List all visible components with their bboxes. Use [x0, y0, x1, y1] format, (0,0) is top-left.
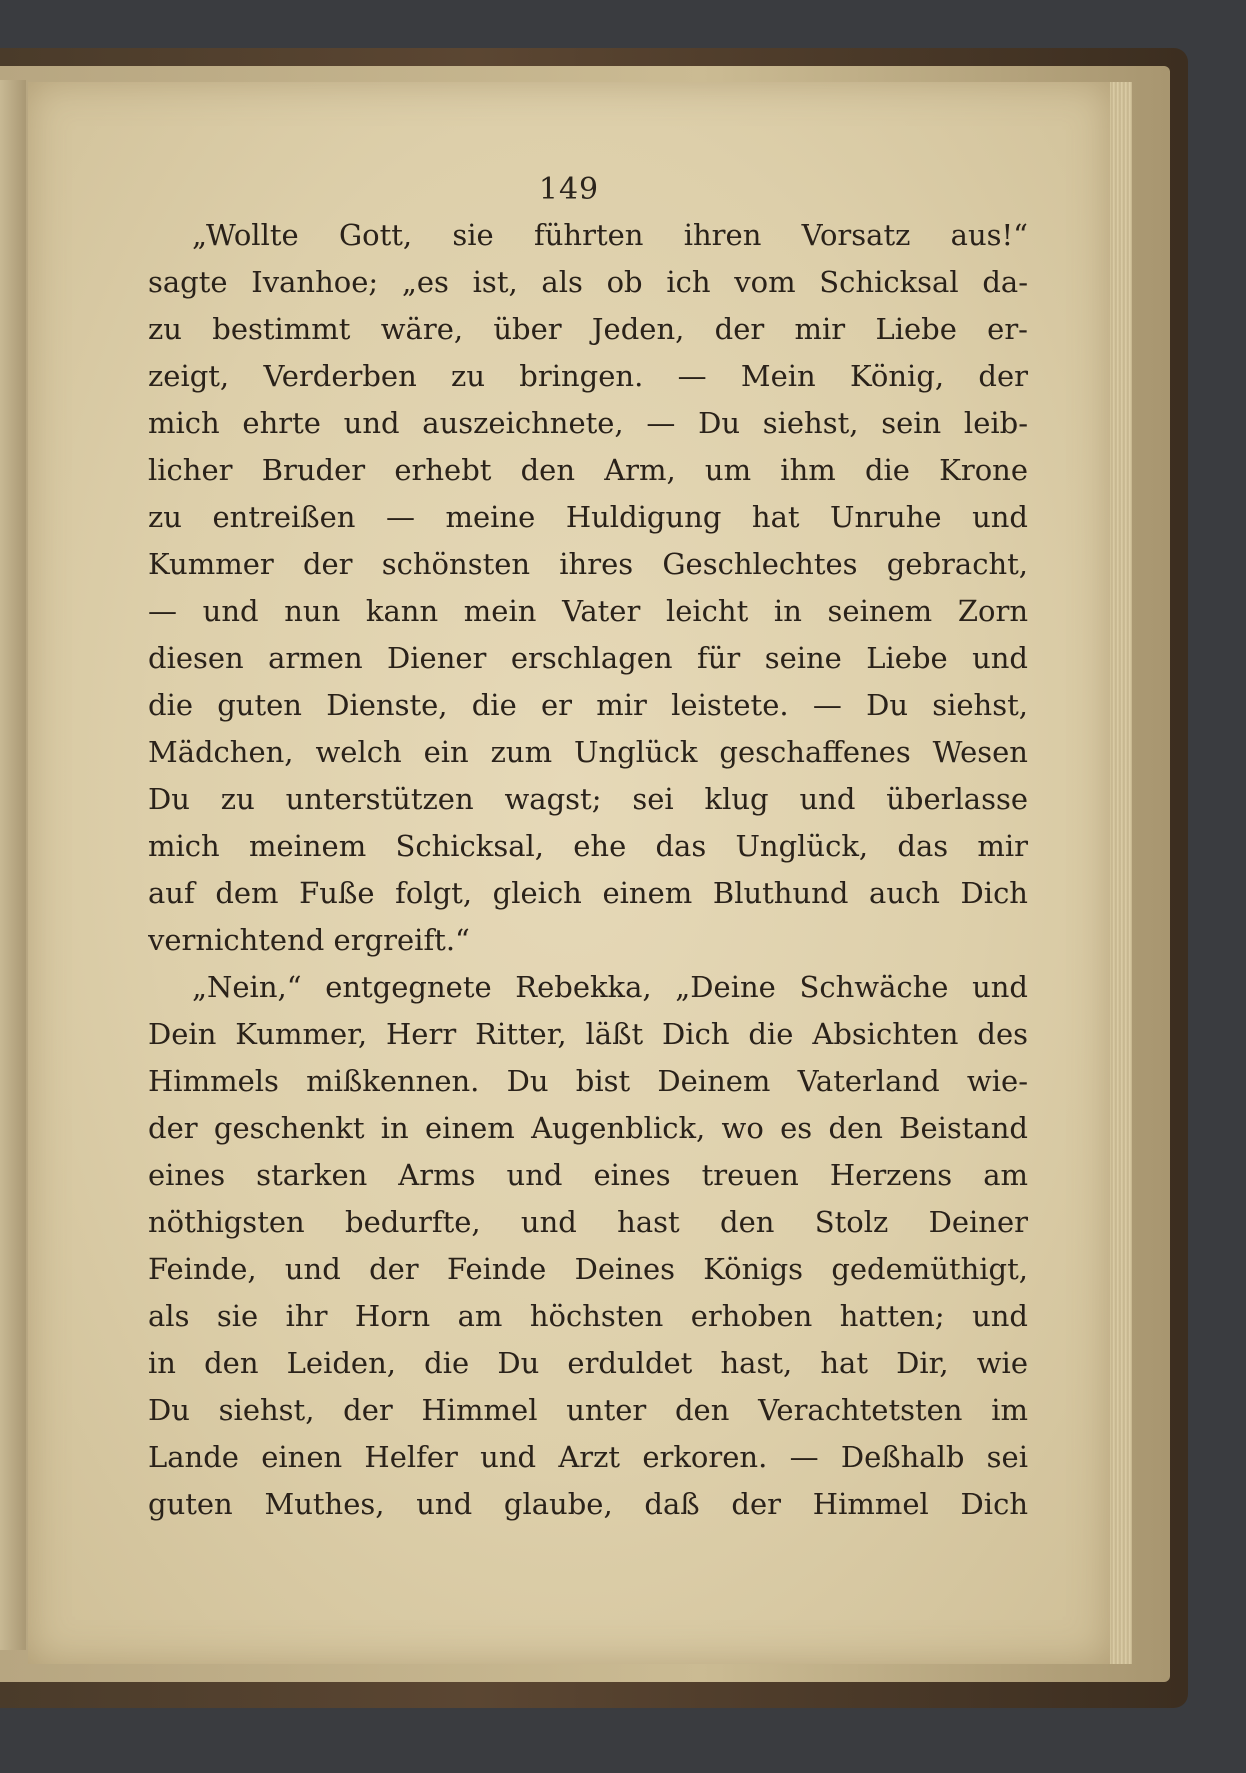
text-line: Kummer der schönsten ihres Geschlechtes gebracht,: [148, 547, 1028, 581]
text-line: mich ehrte und auszeichnete, — Du siehst, sein leib-: [148, 406, 1028, 440]
page-text: [148, 212, 1028, 1528]
text-line: Lande einen Helfer und Arzt erkoren. — Deßhalb sei: [148, 1440, 1028, 1474]
text-line: „Wollte Gott, sie führten ihren Vorsatz aus!“: [192, 218, 1028, 252]
text-line: nöthigsten bedurfte, und hast den Stolz Deiner: [148, 1205, 1028, 1239]
text-line: diesen armen Diener erschlagen für seine Liebe und: [148, 641, 1028, 675]
text-line: Du siehst, der Himmel unter den Verachtetsten im: [148, 1393, 1028, 1427]
text-line: auf dem Fuße folgt, gleich einem Bluthund auch Dich: [148, 876, 1028, 910]
text-line: in den Leiden, die Du erduldet hast, hat Dir, wie: [148, 1346, 1028, 1380]
text-line: — und nun kann mein Vater leicht in seinem Zorn: [148, 594, 1028, 628]
text-line: Feinde, und der Feinde Deines Königs gedemüthigt,: [148, 1252, 1028, 1286]
text-line: Dein Kummer, Herr Ritter, läßt Dich die Absichten des: [148, 1017, 1028, 1051]
text-line: vernichtend ergreift.“: [148, 923, 470, 957]
text-line: der geschenkt in einem Augenblick, wo es den Beistand: [148, 1111, 1028, 1145]
text-line: Mädchen, welch ein zum Unglück geschaffenes Wesen: [148, 735, 1028, 769]
page-edge: [1110, 82, 1132, 1664]
text-line: zu entreißen — meine Huldigung hat Unruhe und: [148, 500, 1028, 534]
text-line: guten Muthes, und glaube, daß der Himmel Dich: [148, 1487, 1028, 1521]
text-line: Himmels mißkennen. Du bist Deinem Vaterland wie-: [148, 1064, 1028, 1098]
text-line: mich meinem Schicksal, ehe das Unglück, das mir: [148, 829, 1028, 863]
book-page: [28, 82, 1110, 1664]
text-line: eines starken Arms und eines treuen Herzens am: [148, 1158, 1028, 1192]
text-line: „Nein,“ entgegnete Rebekka, „Deine Schwäche und: [192, 970, 1028, 1004]
text-line: zu bestimmt wäre, über Jeden, der mir Liebe er-: [148, 312, 1028, 346]
text-line: Du zu unterstützen wagst; sei klug und überlasse: [148, 782, 1028, 816]
left-page-edge: [0, 80, 26, 1650]
text-line: sagte Ivanhoe; „es ist, als ob ich vom Schicksal da-: [148, 265, 1028, 299]
text-line: als sie ihr Horn am höchsten erhoben hatten; und: [148, 1299, 1028, 1333]
text-line: licher Bruder erhebt den Arm, um ihm die Krone: [148, 453, 1028, 487]
text-line: die guten Dienste, die er mir leistete. — Du siehst,: [148, 688, 1028, 722]
text-line: zeigt, Verderben zu bringen. — Mein König, der: [148, 359, 1028, 393]
page-number: 149: [538, 172, 600, 207]
